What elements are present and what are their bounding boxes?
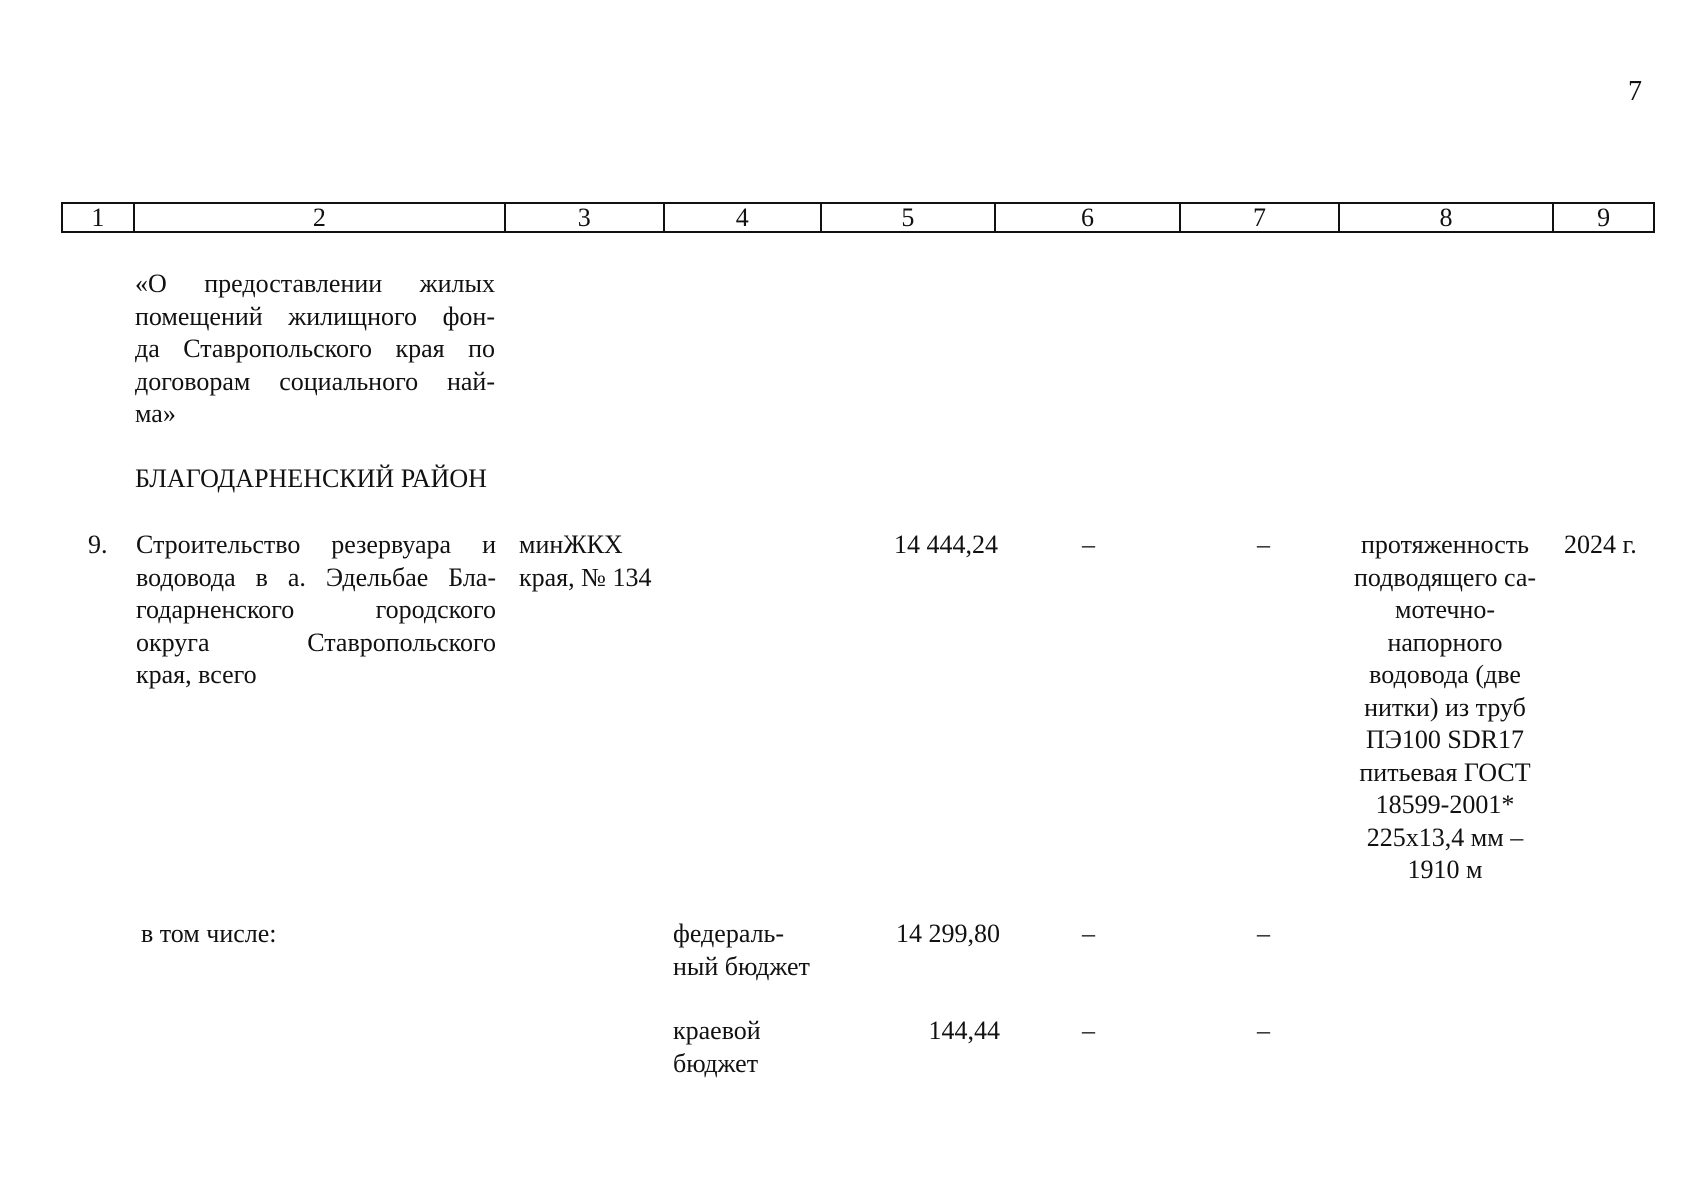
sub-row-source-line: ный бюджет [673,951,810,981]
intro-line: помещений жилищного фон- [135,301,495,331]
row-name [136,529,496,692]
row-name-line: округа Ставропольского [136,627,496,657]
row-result-line: нитки) из труб [1364,692,1526,722]
sub-row-source-line: бюджет [673,1048,759,1078]
table-header-row [61,202,1655,233]
sub-row-col6: – [1082,919,1095,948]
sub-row-col7: – [1257,1016,1270,1045]
row-executor-line: края, № 134 [519,562,652,592]
row-col6: – [1082,530,1095,559]
sub-row-source [673,918,810,983]
sub-row-source [673,1015,761,1080]
row-year: 2024 г. [1564,530,1637,559]
header-cell-6: 6 [996,204,1182,231]
sub-row-source-line: федераль- [673,919,785,948]
header-cell-7: 7 [1181,204,1340,231]
header-cell-8: 8 [1340,204,1554,231]
row-executor-line: минЖКХ [519,530,623,559]
header-cell-4: 4 [665,204,823,231]
sub-row-source-line: краевой [673,1016,761,1045]
row-result-line: напорного [1387,627,1503,657]
row-result-line: подводящего са- [1353,562,1537,592]
row-result-line: 18599-2001* [1375,790,1515,819]
sub-row-col6: – [1082,1016,1095,1045]
row-result-line: мотечно- [1394,595,1495,624]
intro-line: ма» [135,399,176,428]
sub-row-amount: 14 299,80 [896,919,1000,948]
row-result-line: питьевая ГОСТ [1359,757,1531,787]
intro-line: договорам социального най- [135,366,495,396]
row-amount: 14 444,24 [894,530,998,559]
sub-row-amount: 144,44 [928,1016,1000,1045]
page-number: 7 [1628,76,1642,107]
row-result-line: протяженность [1361,530,1529,559]
row-name-line: Строительство резервуара и [136,530,496,559]
row-result [1330,529,1560,887]
row-executor [519,529,651,594]
header-cell-3: 3 [506,204,665,231]
header-cell-9: 9 [1597,203,1611,232]
sub-row-col7: – [1257,919,1270,948]
header-cell-2: 2 [135,204,506,231]
row-name-line: водовода в а. Эдельбае Бла- [136,562,496,592]
row-name-line: края, всего [136,660,257,689]
row-result-line: водовода (две [1369,660,1521,689]
row-result-line: 225х13,4 мм – [1366,822,1524,852]
row-result-line: 1910 м [1407,855,1483,884]
header-cell-5: 5 [822,204,996,231]
row-name-line: годарненского городского [136,595,496,624]
row-col7: – [1257,530,1270,559]
row-number: 9. [88,530,108,559]
row-result-line: ПЭ100 SDR17 [1365,725,1525,754]
including-label: в том числе: [141,919,277,948]
intro-line: да Ставропольского края по [135,334,495,363]
district-heading: БЛАГОДАРНЕНСКИЙ РАЙОН [135,464,487,493]
header-cell-1: 1 [63,204,135,231]
intro-text [135,268,495,431]
intro-line: «О предоставлении жилых [135,269,495,298]
